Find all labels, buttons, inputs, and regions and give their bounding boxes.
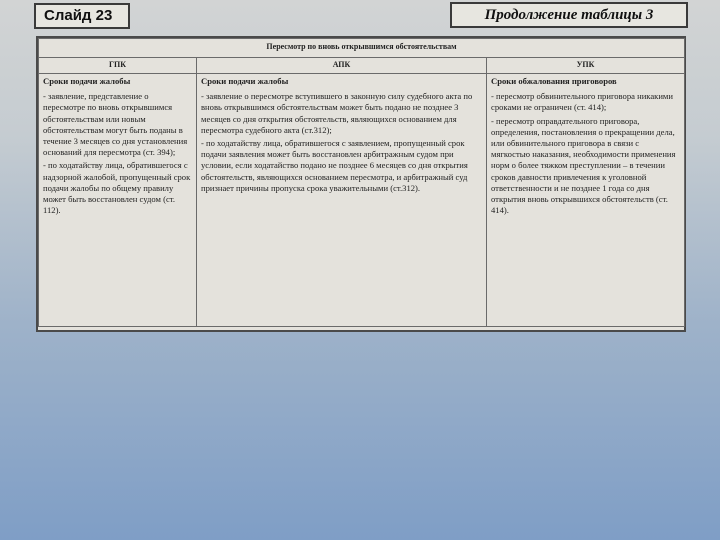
comparison-table [36, 36, 686, 332]
cell-item: - заявление о пересмотре вступившего в законную силу судебного акта по вновь открывшимся обстоятельствам может быть подано не позднее 3 месяцев со дня открытия обстоятельств, являющихся основанием для пересмотра судебного акта (ст.312); [201, 91, 473, 135]
cell-title: Сроки обжалования приговоров [491, 76, 617, 86]
cell-gpk [39, 74, 197, 327]
cell-upk [487, 74, 685, 327]
cell-title: Сроки подачи жалобы [201, 76, 289, 86]
table-header: Пересмотр по вновь открывшимся обстоятельствам [39, 39, 685, 58]
cell-item: - пересмотр оправдательного приговора, определения, постановления о прекращении дела, или обвинительного приговора в связи с мягкостью наказания, необходимости применения норм о более тяжком преступлении – в течении сроков давности привлечения к уголовной ответственности и не позднее 1 года со дня открытия вновь открывшихся обстоятельств (ст. 414). [491, 115, 676, 216]
table-title: Продолжение таблицы 3 [450, 2, 688, 28]
column-header-gpk: ГПК [39, 58, 197, 74]
cell-item: - по ходатайству лица, обратившегося с заявлением, пропущенный срок подачи заявления может быть восстановлен арбитражным судом при условии, если ходатайство подано не позднее 6 месяцев со дня открытия обстоятельств, являющихся основанием пересмотра, и арбитражный суд признает причины пропуска срока уважительными (ст.312). [201, 138, 468, 193]
column-header-upk: УПК [487, 58, 685, 74]
cell-item: - пересмотр обвинительного приговора никакими сроками не ограничен (ст. 414); [491, 91, 673, 113]
cell-item: - по ходатайству лица, обратившегося с надзорной жалобой, пропущенный срок подачи жалобы по общему правилу может быть восстановлен судом (ст. 112). [43, 160, 191, 216]
cell-item: - заявление, представление о пересмотре по вновь открывшимся обстоятельствам или новым обстоятельствам могут быть поданы в течение 3 месяцев со дня установления оснований для пересмотра (ст. 394); [43, 91, 188, 158]
cell-apk [197, 74, 487, 327]
column-header-apk: АПК [197, 58, 487, 74]
cell-title: Сроки подачи жалобы [43, 76, 131, 86]
slide-number-label: Слайд 23 [34, 3, 130, 29]
